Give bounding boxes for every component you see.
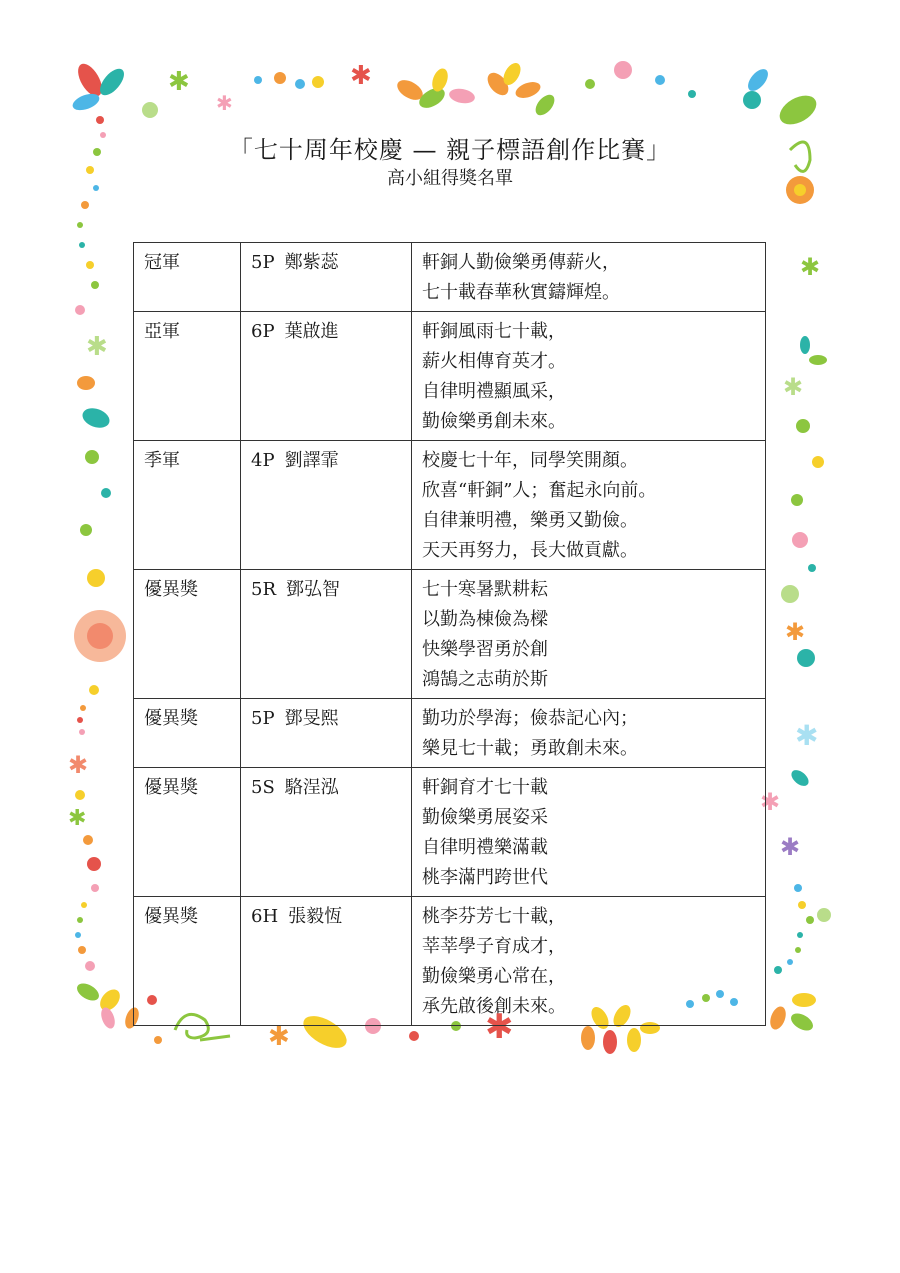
awards-table	[133, 242, 766, 1026]
leaf-icon	[70, 91, 101, 114]
svg-text:✱: ✱	[68, 806, 87, 831]
award-cell: 季軍	[134, 441, 241, 570]
slogan-cell	[412, 699, 766, 768]
table-row	[134, 699, 766, 768]
slogan-line: 桃李芬芳七十載，	[422, 906, 566, 927]
svg-text:✱: ✱	[795, 719, 819, 752]
student-name: 張毅恆	[288, 906, 343, 927]
award-cell: 優異獎	[134, 897, 241, 1026]
slogan-line: 莘莘學子育成才，	[422, 936, 566, 957]
award-cell: 優異獎	[134, 768, 241, 897]
svg-text:✱: ✱	[760, 788, 781, 816]
table-row	[134, 768, 766, 897]
class-label: 6P	[251, 321, 275, 342]
slogan-line: 七十載春華秋實鑄輝煌。	[422, 282, 620, 303]
svg-text:✱: ✱	[780, 833, 801, 861]
class-label: 5P	[251, 708, 275, 729]
class-label: 5R	[251, 579, 277, 600]
class-label: 6H	[251, 906, 279, 927]
student-name: 駱浧泓	[284, 777, 339, 798]
student-cell	[241, 768, 412, 897]
slogan-line: 校慶七十年，同學笑開顏。	[422, 450, 638, 471]
svg-text:✱: ✱	[216, 91, 233, 115]
student-name: 鄭紫蕊	[284, 252, 339, 273]
student-name: 鄧旻熙	[284, 708, 339, 729]
slogan-line: 桃李滿門跨世代	[422, 867, 548, 888]
award-cell: 冠軍	[134, 243, 241, 312]
slogan-cell	[412, 243, 766, 312]
table-row	[134, 243, 766, 312]
slogan-line: 勤儉樂勇創未來。	[422, 411, 566, 432]
slogan-line: 軒銅育才七十載	[422, 777, 548, 798]
student-cell	[241, 312, 412, 441]
slogan-line: 自律明禮顯風采，	[422, 381, 566, 402]
flower-icon	[74, 610, 126, 662]
student-name: 鄧弘智	[286, 579, 341, 600]
slogan-line: 七十寒暑默耕耘	[422, 579, 548, 600]
slogan-cell	[412, 897, 766, 1026]
slogan-line: 快樂學習勇於創	[422, 639, 548, 660]
award-cell: 亞軍	[134, 312, 241, 441]
slogan-line: 欣喜“軒銅”人；奮起永向前。	[422, 480, 657, 501]
slogan-cell	[412, 312, 766, 441]
student-cell	[241, 441, 412, 570]
class-label: 5P	[251, 252, 275, 273]
slogan-cell	[412, 570, 766, 699]
page-title: 「七十周年校慶 — 親子標語創作比賽」	[228, 136, 672, 164]
student-cell	[241, 897, 412, 1026]
student-name: 葉啟進	[284, 321, 339, 342]
slogan-line: 自律兼明禮，樂勇又勤儉。	[422, 510, 638, 531]
svg-text:✱: ✱	[485, 1007, 514, 1047]
leaf-icon	[73, 60, 107, 100]
student-name: 劉譯霏	[284, 450, 339, 471]
svg-text:✱: ✱	[783, 373, 804, 401]
slogan-line: 薪火相傳育英才。	[422, 351, 566, 372]
dot-icon	[142, 102, 158, 118]
svg-text:✱: ✱	[350, 61, 372, 91]
svg-text:✱: ✱	[268, 1022, 290, 1052]
table-row	[134, 570, 766, 699]
class-label: 5S	[251, 777, 275, 798]
slogan-line: 軒銅風雨七十載，	[422, 321, 566, 342]
slogan-cell	[412, 768, 766, 897]
slogan-line: 承先啟後創未來。	[422, 996, 566, 1017]
table-row	[134, 441, 766, 570]
slogan-line: 勤儉樂勇展姿采	[422, 807, 548, 828]
table-row	[134, 312, 766, 441]
slogan-line: 鴻鵠之志萌於斯	[422, 669, 548, 690]
leaf-icon	[96, 65, 129, 100]
slogan-line: 勤儉樂勇心常在，	[422, 966, 566, 987]
asterisk-flower-icon: ✱	[168, 67, 190, 97]
award-cell: 優異獎	[134, 699, 241, 768]
slogan-cell	[412, 441, 766, 570]
student-cell	[241, 243, 412, 312]
slogan-line: 天天再努力，長大做貢獻。	[422, 540, 638, 561]
page-subtitle: 高小組得獎名單	[387, 168, 513, 189]
svg-text:✱: ✱	[68, 751, 89, 779]
class-label: 4P	[251, 450, 275, 471]
table-row	[134, 897, 766, 1026]
slogan-line: 樂見七十載；勇敢創未來。	[422, 738, 638, 759]
slogan-line: 自律明禮樂滿載	[422, 837, 548, 858]
award-cell: 優異獎	[134, 570, 241, 699]
slogan-line: 軒銅人勤儉樂勇傳薪火，	[422, 252, 620, 273]
student-cell	[241, 570, 412, 699]
svg-text:✱: ✱	[800, 253, 821, 281]
slogan-line: 以勤為棟儉為樑	[422, 609, 548, 630]
svg-text:✱: ✱	[86, 332, 108, 362]
svg-text:✱: ✱	[785, 618, 806, 646]
student-cell	[241, 699, 412, 768]
slogan-line: 勤功於學海；儉恭記心內；	[422, 708, 638, 729]
